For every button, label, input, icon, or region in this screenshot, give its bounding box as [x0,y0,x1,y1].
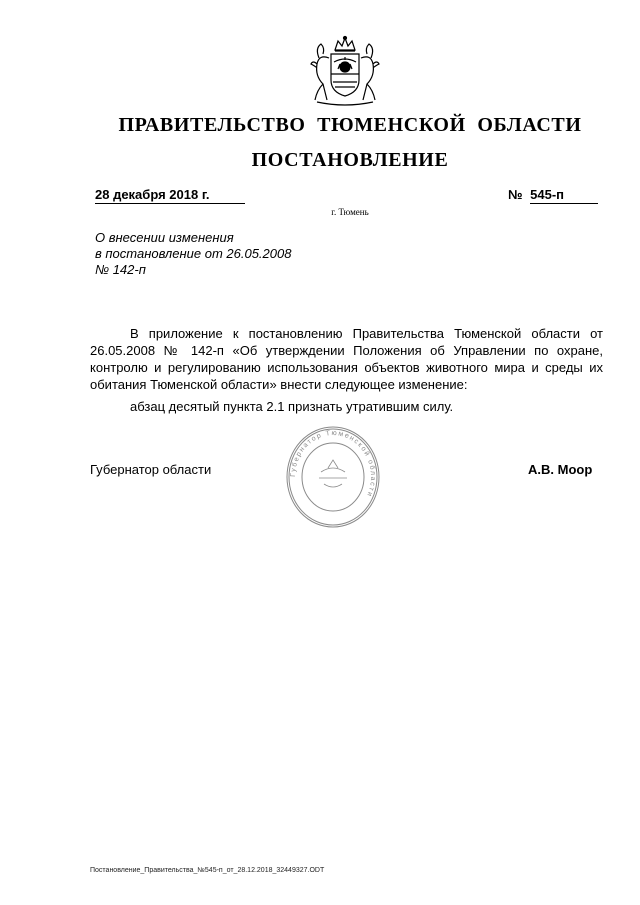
government-title: ПРАВИТЕЛЬСТВО ТЮМЕНСКОЙ ОБЛАСТИ [118,114,582,136]
document-city: г. Тюмень [331,207,369,217]
signature-name: А.В. Моор [528,462,593,477]
subject-line: в постановление от 26.05.2008 [95,246,292,261]
subject-line: № 142-п [95,262,146,277]
body-paragraph: В приложение к постановлению Правительства Тюменской области от 26.05.2008 № 142-п «Об утверждении Положения об Управлении по охране, контролю и регулированию использования объектов животного мира и среды их обитания Тюменской области» внести следующее изменение: [90,326,603,392]
number-value: 545-п [530,187,598,204]
document-date: 28 декабря 2018 г. [95,187,245,204]
subject-block [95,230,291,278]
body-paragraph: абзац десятый пункта 2.1 признать утратившим силу. [130,399,454,414]
number-prefix: № [508,187,523,202]
document-number [508,187,598,204]
footer-filename: Постановление_Правительства_№545-п_от_28.12.2018_32449327.ODT [90,867,325,874]
subject-line: О внесении изменения [95,230,234,245]
signature-title: Губернатор области [90,462,212,477]
body-text [90,325,603,415]
document-type-title: ПОСТАНОВЛЕНИЕ [251,149,449,171]
official-seal-stamp [284,424,382,530]
coat-of-arms-icon [305,34,385,108]
seal-text: Губернатор Тюменской области [289,429,377,499]
